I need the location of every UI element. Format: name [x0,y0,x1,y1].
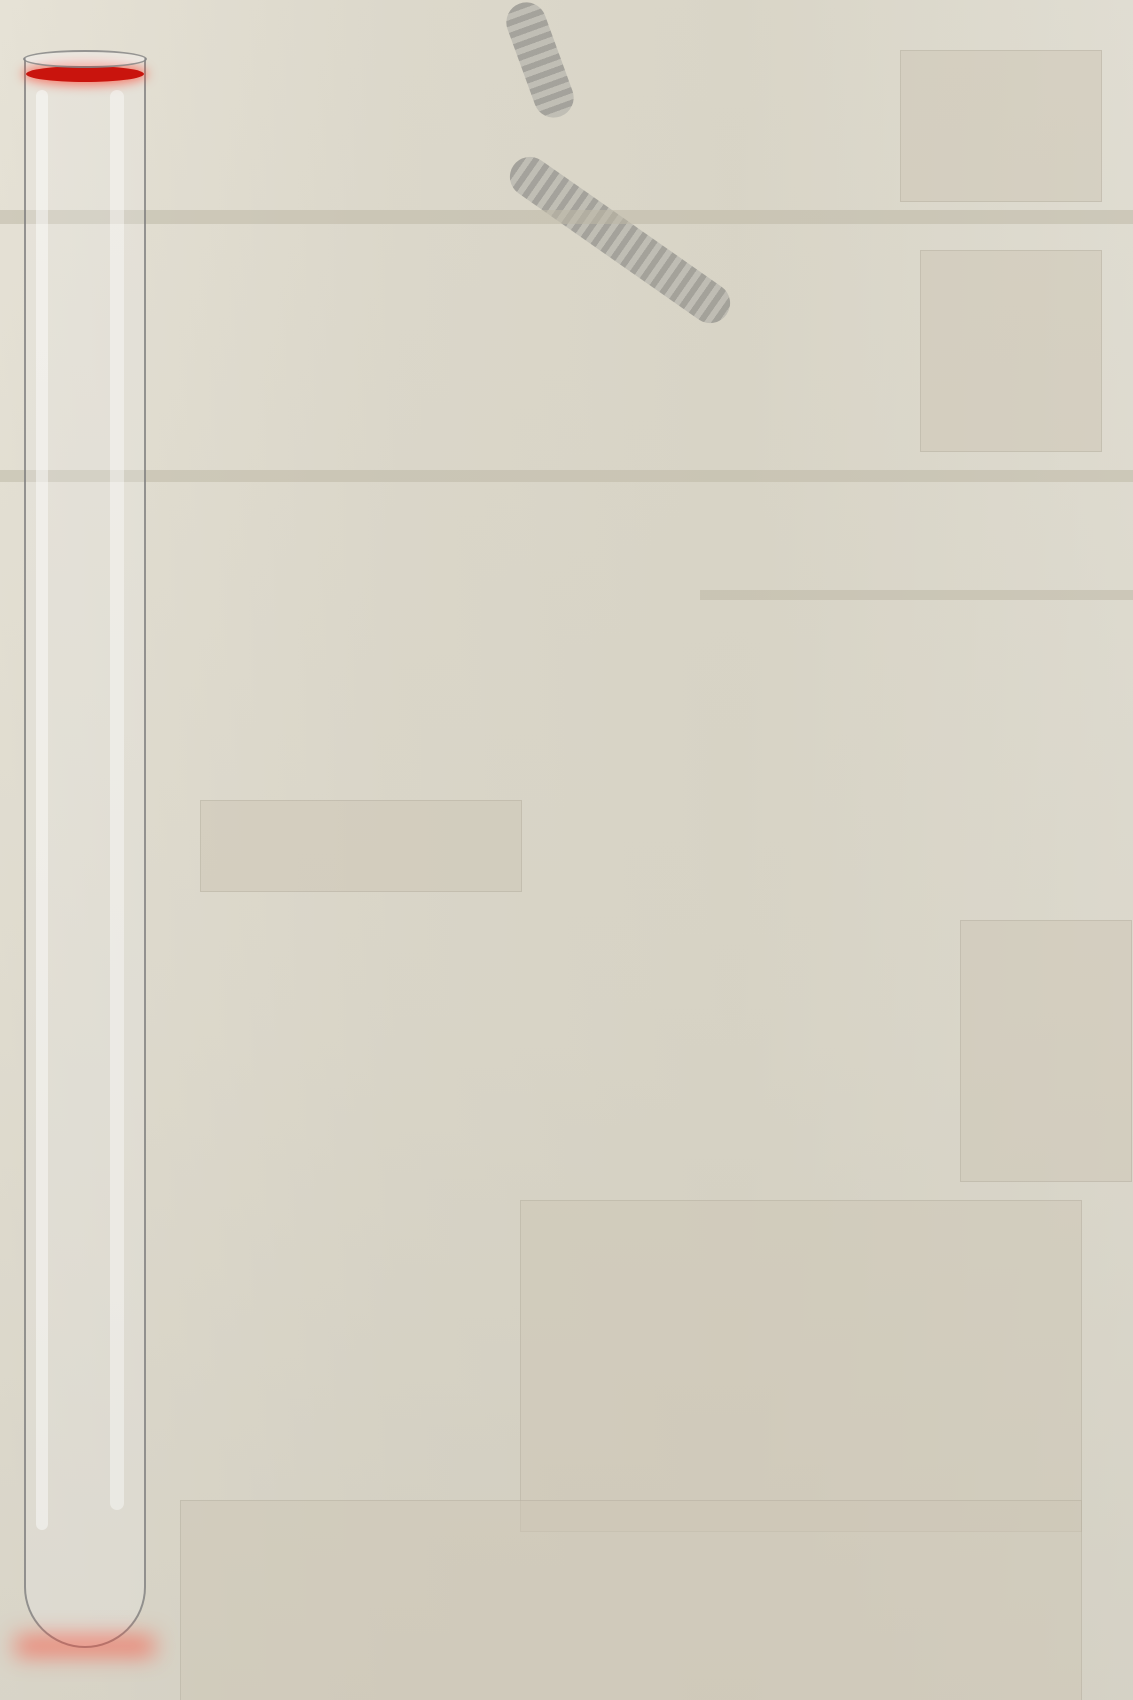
background-box [900,50,1102,202]
background-shelf [0,470,1133,482]
test-tube-highlight [110,90,124,1510]
test-tube-rim [23,50,147,68]
background-shelf [0,210,1133,224]
background-hose [502,149,738,331]
background-box [920,250,1102,452]
test-tube-graphic [24,50,150,1652]
background-shelf [700,590,1133,600]
background-hose [501,0,580,123]
background-box [200,800,522,892]
test-tube-liquid-surface [26,66,144,82]
background-box [960,920,1132,1182]
background-box [180,1500,1082,1700]
background-box [520,1200,1082,1532]
test-tube-highlight [36,90,48,1530]
